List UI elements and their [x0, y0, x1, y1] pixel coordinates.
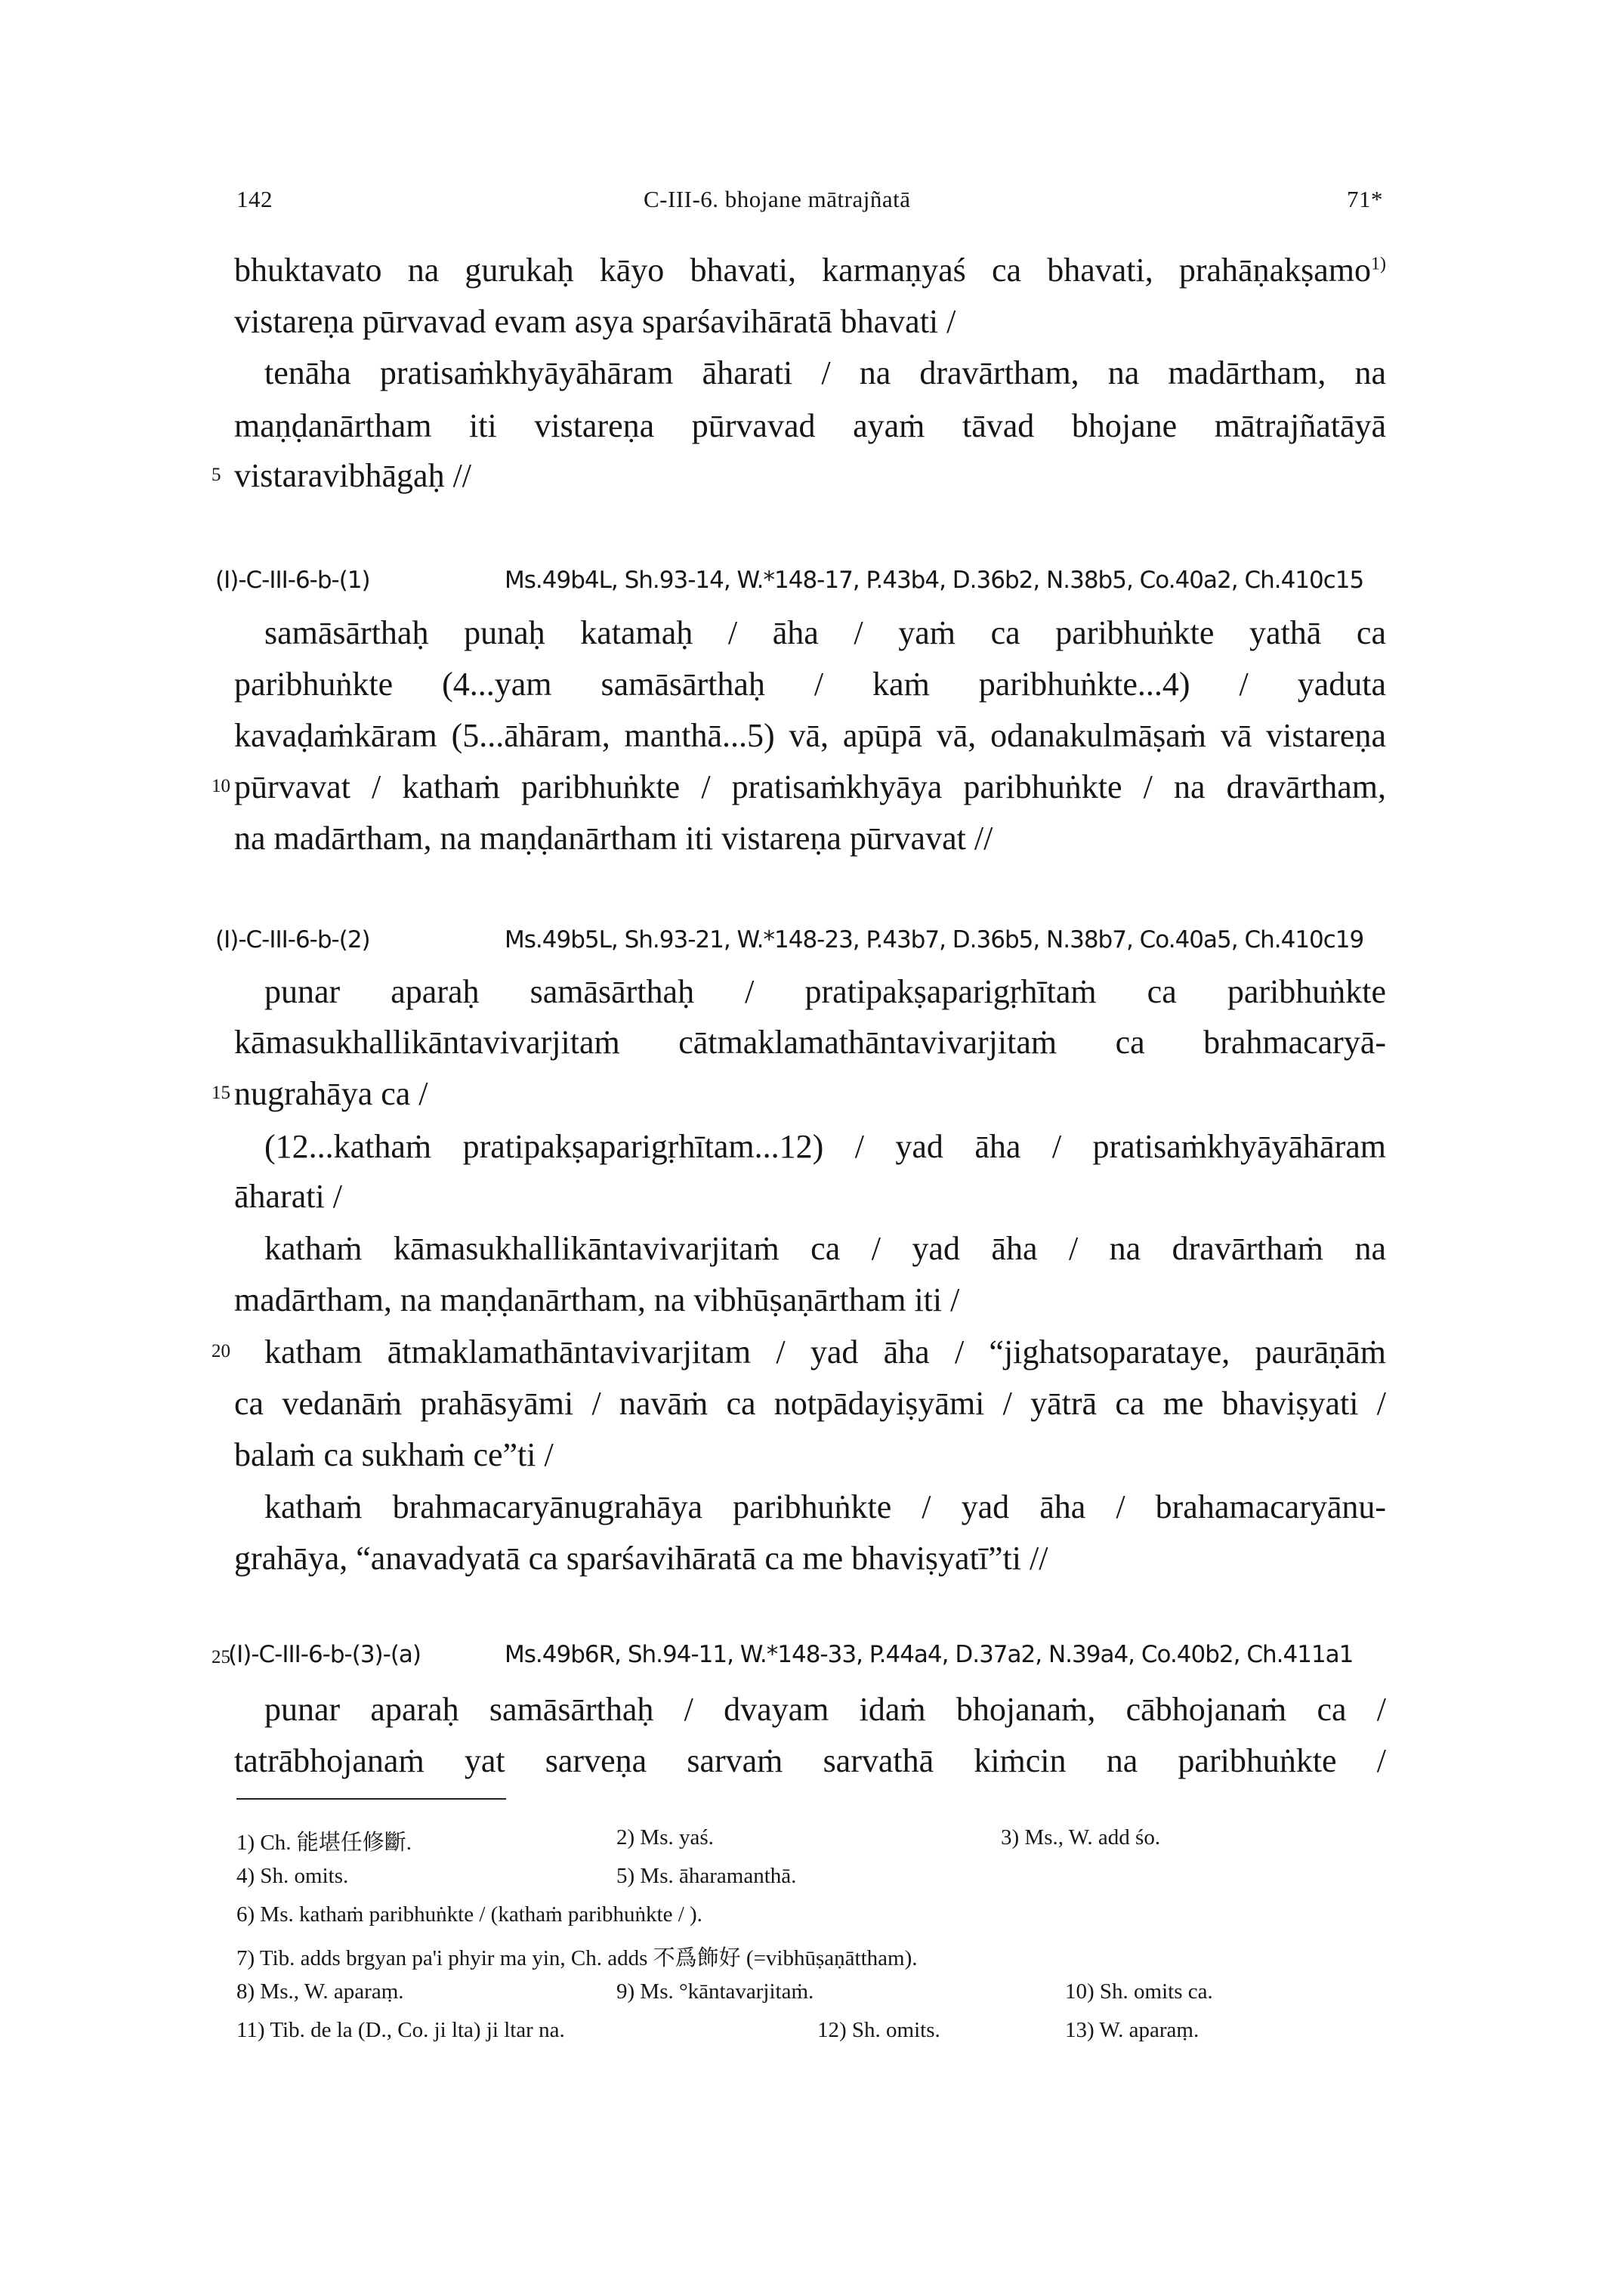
footnote: 9) Ms. °kāntavarjitaṁ.: [616, 1979, 814, 2004]
footnote: 10) Sh. omits ca.: [1065, 1979, 1213, 2004]
folio-number: 71*: [1347, 186, 1383, 212]
footnote: 1) Ch. 能堪任修斷.: [236, 1831, 412, 1855]
footnote: 8) Ms., W. aparaṃ.: [236, 1979, 404, 2004]
section-heading: [215, 1641, 1401, 1671]
section-id: (I)-C-III-6-b-(2): [215, 926, 370, 953]
text-line: kāmasukhallikāntavivarjitaṁ cātmaklamathāntavivarjitaṁ ca brahmacaryā-: [234, 1024, 1386, 1061]
text-line: katham ātmaklamathāntavivarjitam / yad āha / “jighatsoparataye, paurāṇāṁ: [264, 1333, 1386, 1370]
line-number: 10: [211, 776, 230, 796]
text-line: nugrahāya ca /: [234, 1075, 428, 1112]
text-line: kavaḍaṁkāram (5...āhāram, manthā...5) vā, apūpā vā, odanakulmāṣaṁ vā vistareṇa: [234, 717, 1386, 754]
text-line: kathaṁ brahmacaryānugrahāya paribhuṅkte / yad āha / brahamacaryānu-: [264, 1488, 1386, 1525]
text-line: tenāha pratisaṁkhyāyāhāram āharati / na dravārtham, na madārtham, na: [264, 354, 1386, 391]
section-heading: [215, 926, 1401, 956]
text-line: maṇḍanārtham iti vistareṇa pūrvavad ayaṁ tāvad bhojane mātrajñatāyā: [234, 407, 1386, 444]
footnote: 4) Sh. omits.: [236, 1864, 349, 1888]
footnote: 5) Ms. āharamanthā.: [616, 1864, 797, 1888]
text-line: samāsārthaḥ punaḥ katamaḥ / āha / yaṁ ca paribhuṅkte yathā ca: [264, 614, 1386, 651]
text-line: (12...kathaṁ pratipakṣaparigṛhītam...12) / yad āha / pratisaṁkhyāyāhāram: [264, 1128, 1386, 1165]
text-line: bhuktavato na gurukaḥ kāyo bhavati, karmaṇyaś ca bhavati, prahāṇakṣamo$^{1)}$: [234, 252, 1386, 289]
footnote: 7) Tib. adds brgyan pa'i phyir ma yin, Ch. adds 不爲飾好 (=vibhūṣaṇāttham).: [236, 1946, 918, 1970]
section-id: (I)-C-III-6-b-(3)-(a): [228, 1641, 421, 1668]
text-line: balaṁ ca sukhaṁ ce”ti /: [234, 1436, 554, 1473]
text-line: punar aparaḥ samāsārthaḥ / dvayam idaṁ bhojanaṁ, cābhojanaṁ ca /: [264, 1691, 1386, 1728]
section-references: Ms.49b4L, Sh.93-14, W.*148-17, P.43b4, D.36b2, N.38b5, Co.40a2, Ch.410c15: [505, 567, 1364, 594]
line-number: 15: [211, 1083, 230, 1103]
text-line: madārtham, na maṇḍanārtham, na vibhūṣaṇārtham iti /: [234, 1281, 960, 1318]
section-id: (I)-C-III-6-b-(1): [215, 567, 370, 594]
text-line: ca vedanāṁ prahāsyāmi / navāṁ ca notpādayiṣyāmi / yātrā ca me bhaviṣyati /: [234, 1385, 1386, 1422]
text-line: paribhuṅkte (4...yam samāsārthaḥ / kaṁ paribhuṅkte...4) / yaduta: [234, 666, 1386, 703]
line-number: 20: [211, 1341, 230, 1361]
section-references: Ms.49b6R, Sh.94-11, W.*148-33, P.44a4, D.37a2, N.39a4, Co.40b2, Ch.411a1: [505, 1641, 1354, 1668]
text-line: na madārtham, na maṇḍanārtham iti vistareṇa pūrvavat //: [234, 820, 993, 857]
line-number: 5: [211, 465, 221, 485]
page-number: 142: [236, 186, 273, 212]
text-line: punar aparaḥ samāsārthaḥ / pratipakṣaparigṛhītaṁ ca paribhuṅkte: [264, 973, 1386, 1010]
footnote: 13) W. aparaṃ.: [1065, 2018, 1199, 2042]
footnote: 12) Sh. omits.: [817, 2018, 940, 2042]
text-line: tatrābhojanaṁ yat sarveṇa sarvaṁ sarvathā kiṁcin na paribhuṅkte /: [234, 1742, 1386, 1779]
text-line: vistaravibhāgaḥ //: [234, 457, 472, 494]
text-line: pūrvavat / kathaṁ paribhuṅkte / pratisaṁkhyāya paribhuṅkte / na dravārtham,: [234, 768, 1386, 805]
text-line: grahāya, “anavadyatā ca sparśavihāratā ca me bhaviṣyatī”ti //: [234, 1540, 1048, 1577]
footnote-rule: [236, 1798, 506, 1800]
footnote: 6) Ms. kathaṁ paribhuṅkte / (kathaṁ paribhuṅkte / ).: [236, 1902, 702, 1927]
running-title: C-III-6. bhojane mātrajñatā: [644, 186, 911, 212]
footnote: 2) Ms. yaś.: [616, 1825, 714, 1849]
text-line: kathaṁ kāmasukhallikāntavivarjitaṁ ca / yad āha / na dravārthaṁ na: [264, 1230, 1386, 1267]
footnote: 3) Ms., W. add śo.: [1001, 1825, 1161, 1849]
line-number: 25: [211, 1647, 230, 1667]
text-line: āharati /: [234, 1178, 342, 1215]
section-references: Ms.49b5L, Sh.93-21, W.*148-23, P.43b7, D.36b5, N.38b7, Co.40a5, Ch.410c19: [505, 926, 1364, 953]
section-heading: [215, 567, 1401, 597]
text-line: vistareṇa pūrvavad evam asya sparśavihāratā bhavati /: [234, 303, 956, 340]
footnote: 11) Tib. de la (D., Co. ji lta) ji ltar na.: [236, 2018, 565, 2042]
